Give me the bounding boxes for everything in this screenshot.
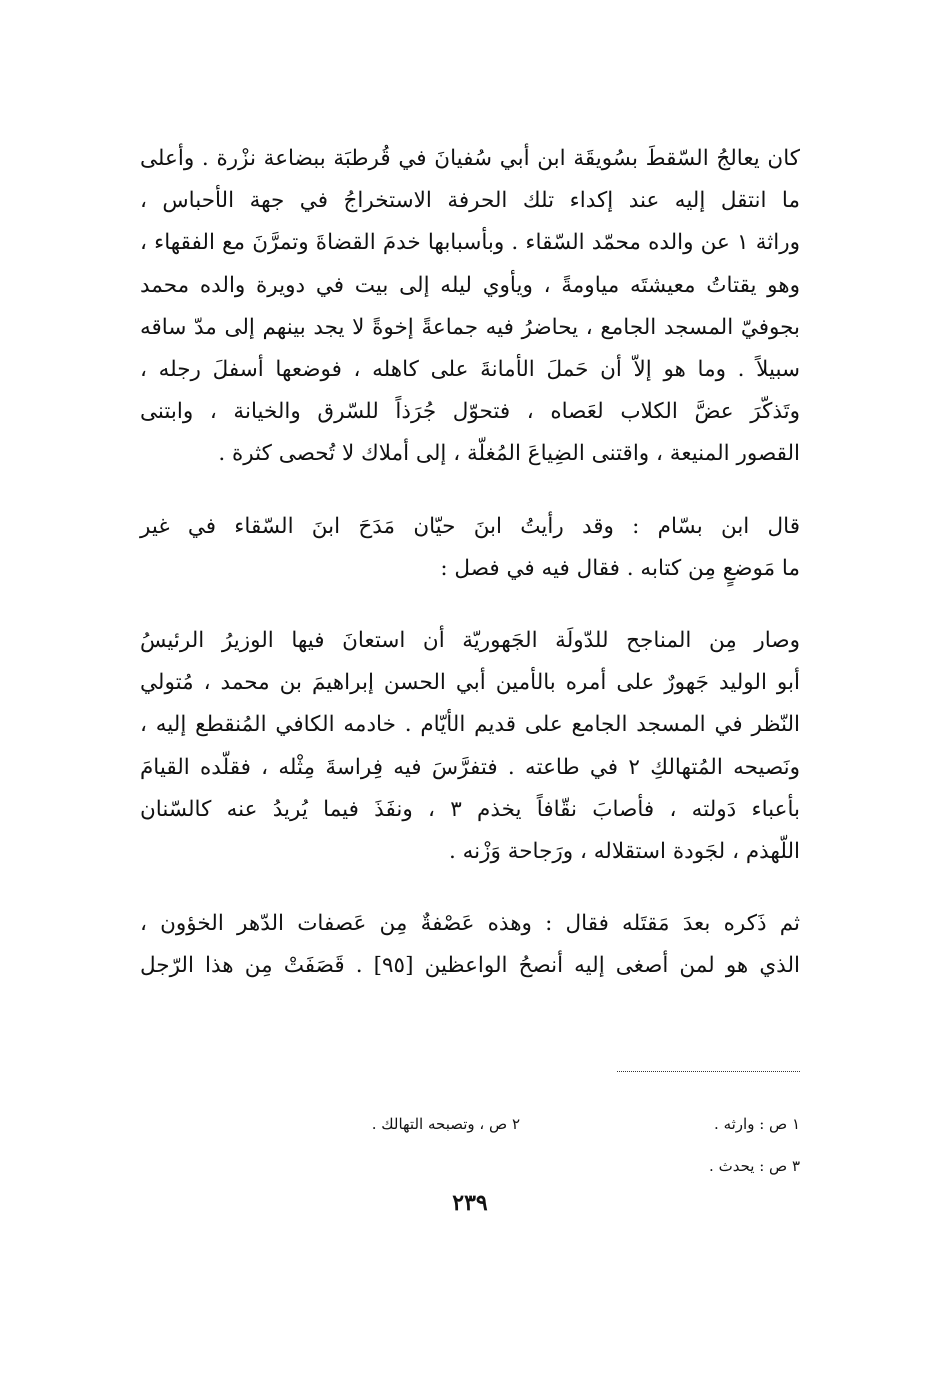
footnote-2: ٢ ص ، وتصبحه التهالك . — [371, 1115, 520, 1133]
text-line: قال ابن بسّام : وقد رأيتُ ابنَ حيّان مَدَحَ ابنَ السّقاء في غير — [140, 513, 800, 539]
text-line: ونَصيحه المُتهالكِ ٢ في طاعته . فتفرَّسَ فيه فِراسةَ مِثْله ، فقلّده القيامَ — [140, 754, 800, 780]
text-line: وتَذكّرَ عضَّ الكلاب لعَصاه ، فتحوّل جُرَذاً للسّرق والخيانة ، وابتنى — [140, 399, 800, 425]
main-text — [140, 138, 800, 988]
footnote-row — [300, 1103, 800, 1145]
text-line: بأعباء دَولته ، فأصابَ نقّافاً يخذم ٣ ، ونفَذَ فيما يُريدُ عنه كالسّنان — [140, 796, 800, 822]
text-line: ما انتقل إليه عند إكداء تلك الحرفة الاستخراجُ في جهة الأحباس ، — [140, 188, 800, 214]
text-line: سبيلاً . وما هو إلاّ أن حَملَ الأمانةَ على كاهله ، فوضعها أسفلَ رجله ، — [140, 357, 800, 383]
paragraph-2 — [140, 506, 800, 590]
footnote-divider — [617, 1071, 800, 1072]
text-line: كان يعالجُ السّقطَ بسُويقَة ابن أبي سُفيانَ في قُرطبَة ببضاعة نزْرة . وأعلى — [140, 146, 800, 171]
text-line: بجوفيّ المسجد الجامع ، يحاضرُ فيه جماعةً إخوةً لا يجد بينهم إلى مدّ ساقه — [140, 314, 800, 340]
page-number: ٢٣٩ — [452, 1190, 488, 1216]
paragraph-3 — [140, 620, 800, 873]
text-line: ما مَوضعٍ مِن كتابه . فقال فيه في فصل : — [440, 555, 800, 581]
text-line: ثم ذَكره بعدَ مَقتَله فقال : وهذه عَصْفةٌ مِن عَصفات الدّهر الخؤون ، — [140, 911, 800, 937]
text-line: وصار مِن المناجح للدّولَة الجَهوريّة أن استعانَ فيها الوزيرُ الرئيسُ — [140, 628, 800, 654]
text-line: اللّهذم ، لجَودة استقلاله ، ورَجاحة وَزْنه . — [448, 839, 800, 865]
text-line: وراثة ١ عن والده محمّد السّقاء . وبأسبابها خدمَ القضاةَ وتمرَّنَ مع الفقهاء ، — [140, 230, 800, 256]
text-line: وهو يقتاتُ معيشتَه مياومةً ، ويأوي ليله إلى بيت في دويرة والده محمد — [140, 272, 800, 298]
text-line: القصور المنيعة ، واقتنى الضِياعَ المُغلّة ، إلى أملاك لا تُحصى كثرة . — [218, 441, 800, 467]
footnote-1: ١ ص : وارثه . — [714, 1115, 800, 1133]
paragraph-1 — [140, 138, 800, 476]
footnotes — [300, 1103, 800, 1187]
text-line: الذي هو لمن أصغى إليه أنصحُ الواعظين [٩٥] . قَصَفَتْ مِن هذا الرّجل — [140, 953, 800, 979]
paragraph-4 — [140, 903, 800, 987]
footnote-3: ٣ ص : يحدث . — [709, 1157, 800, 1175]
text-line: النّظر في المسجد الجامع على قديم الأيّام . خادمه الكافي المُنقطع إليه ، — [140, 712, 800, 738]
footnote-row — [300, 1145, 800, 1187]
text-line: أبو الوليد جَهورٌ على أمره بالأمين أبي الحسن إبراهيمَ بن محمد ، مُتولي — [140, 670, 800, 696]
